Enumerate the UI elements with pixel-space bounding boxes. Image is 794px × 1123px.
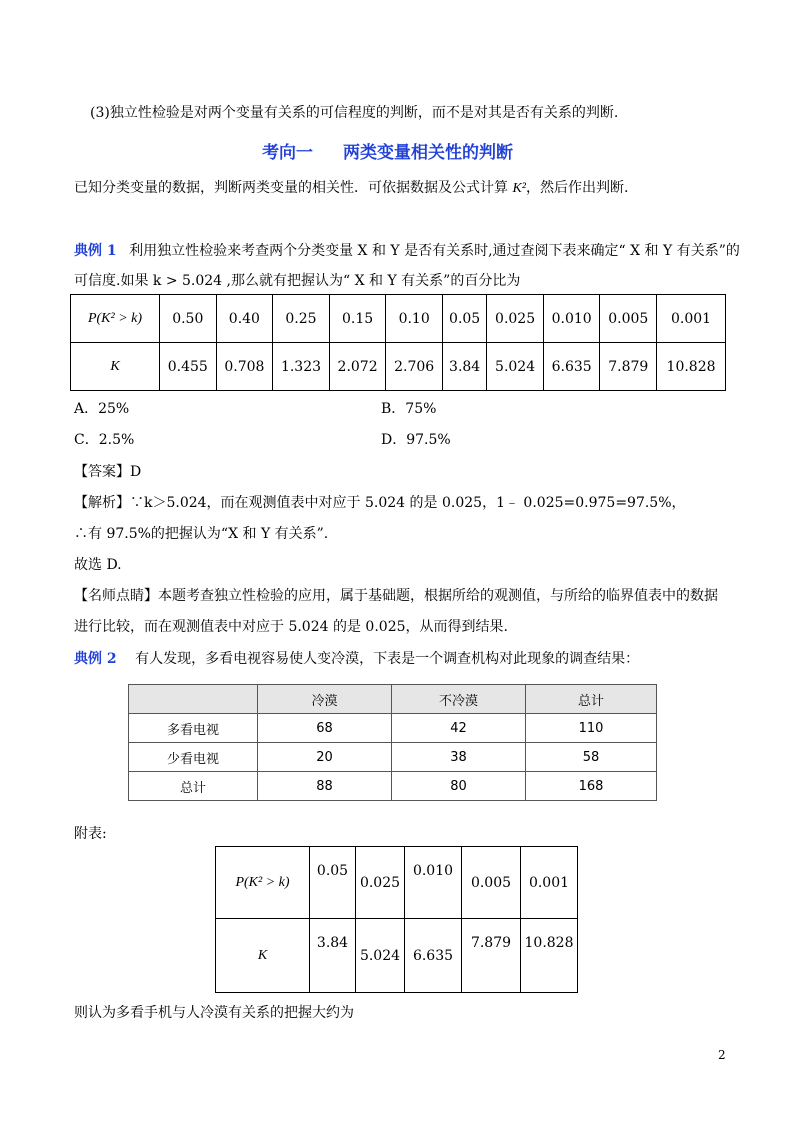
table-cell: 88 (258, 772, 392, 801)
table-cell: 110 (526, 714, 657, 743)
desc-math: K² (512, 181, 526, 196)
table-row (129, 772, 657, 801)
table-cell: 7.879 (462, 919, 521, 993)
page-number: 2 (718, 1048, 726, 1062)
example1-line2: 可信度.如果 k > 5.024 ,那么就有把握认为“ X 和 Y 有关系”的百分比为 (74, 273, 521, 289)
analysis-line3: 故选 D. (74, 557, 122, 573)
desc-text: 已知分类变量的数据，判断两类变量的相关性．可依据数据及公式计算 (74, 180, 508, 196)
table-cell: 0.40 (216, 295, 273, 343)
question-line: 则认为多看手机与人冷漠有关系的把握大约为 (74, 1005, 354, 1021)
table-cell: 5.024 (487, 343, 544, 391)
table-cell: 0.15 (329, 295, 386, 343)
table-cell: 0.05 (442, 295, 486, 343)
table-cell: 80 (392, 772, 526, 801)
table-cell: 1.323 (273, 343, 330, 391)
table-cell: 0.001 (521, 847, 578, 919)
table-cell: 42 (392, 714, 526, 743)
table-cell: 168 (526, 772, 657, 801)
table-cell: 38 (392, 743, 526, 772)
example1-line1 (74, 240, 740, 260)
table-cell: 总计 (129, 772, 258, 801)
tip-line2: 进行比较，而在观测值表中对应于 5.024 的是 0.025，从而得到结果. (74, 619, 508, 635)
option-d[interactable]: D．97.5% (381, 432, 451, 448)
table-cell: 68 (258, 714, 392, 743)
example2-text: 有人发现，多看电视容易使人变冷漠，下表是一个调查机构对此现象的调查结果： (135, 651, 640, 667)
table-row (129, 743, 657, 772)
table-cell: 2.706 (386, 343, 443, 391)
table-cell: 6.635 (405, 919, 462, 993)
table-header-cell: 总计 (526, 685, 657, 714)
table-row-label: K (71, 343, 160, 391)
intro-line: (3)独立性检验是对两个变量有关系的可信程度的判断，而不是对其是否有关系的判断. (90, 105, 619, 121)
option-c[interactable]: C．2.5% (74, 432, 135, 448)
example1-tag: 典例 1 (74, 243, 117, 259)
table-header-cell: 冷漠 (258, 685, 392, 714)
section-heading (262, 138, 513, 163)
table-header-cell (129, 685, 258, 714)
table-cell: 3.84 (442, 343, 486, 391)
example2-line (74, 648, 639, 668)
table-cell: 0.025 (356, 847, 405, 919)
analysis-line1: 【解析】∵k＞5.024，而在观测值表中对应于 5.024 的是 0.025，1﹣ 0.025=0.975=97.5%， (74, 495, 686, 511)
table-cell: 0.10 (386, 295, 443, 343)
appendix-table (215, 846, 578, 993)
table-cell: 0.005 (462, 847, 521, 919)
table-cell: 7.879 (600, 343, 657, 391)
table-cell: 20 (258, 743, 392, 772)
table-cell: 少看电视 (129, 743, 258, 772)
section-title: 考向一 (262, 143, 313, 163)
table-cell: 0.025 (487, 295, 544, 343)
table-row (216, 847, 578, 919)
table-row (129, 714, 657, 743)
table-row (216, 919, 578, 993)
option-a[interactable]: A．25% (74, 401, 130, 417)
survey-table (128, 684, 657, 801)
table-cell: 多看电视 (129, 714, 258, 743)
table-cell: 0.001 (657, 295, 726, 343)
option-b[interactable]: B．75% (381, 401, 437, 417)
critical-value-table (70, 294, 726, 391)
table-row-label: K (216, 919, 310, 993)
table-cell: 0.05 (310, 847, 356, 919)
table-cell: 2.072 (329, 343, 386, 391)
table-header-cell: 不冷漠 (392, 685, 526, 714)
table-cell: 10.828 (657, 343, 726, 391)
table-cell: 0.010 (543, 295, 600, 343)
tip-line1: 【名师点睛】本题考查独立性检验的应用，属于基础题，根据所给的观测值，与所给的临界值表中的数据 (74, 588, 718, 604)
table-cell: 0.455 (160, 343, 217, 391)
table-cell: 10.828 (521, 919, 578, 993)
table-row-label: P(K² > k) (216, 847, 310, 919)
table-cell: 5.024 (356, 919, 405, 993)
table-cell: 6.635 (543, 343, 600, 391)
appendix-label: 附表: (74, 826, 107, 842)
table-row (71, 343, 726, 391)
table-cell: 0.50 (160, 295, 217, 343)
answer-line: 【答案】D (74, 464, 142, 480)
desc-text-end: ，然后作出判断. (526, 180, 629, 196)
table-cell: 3.84 (310, 919, 356, 993)
table-row-label: P(K² > k) (71, 295, 160, 343)
section-description (74, 177, 628, 197)
table-row (129, 685, 657, 714)
table-cell: 0.25 (273, 295, 330, 343)
table-cell: 0.005 (600, 295, 657, 343)
table-row (71, 295, 726, 343)
table-cell: 0.708 (216, 343, 273, 391)
section-subtitle: 两类变量相关性的判断 (343, 143, 513, 163)
table-cell: 58 (526, 743, 657, 772)
table-cell: 0.010 (405, 847, 462, 919)
example2-tag: 典例 2 (74, 651, 117, 667)
analysis-line2: ∴有 97.5%的把握认为“X 和 Y 有关系”. (74, 526, 329, 542)
example1-text1: 利用独立性检验来考查两个分类变量 X 和 Y 是否有关系时,通过查阅下表来确定“ X 和 Y 有关系”的 (129, 243, 740, 259)
